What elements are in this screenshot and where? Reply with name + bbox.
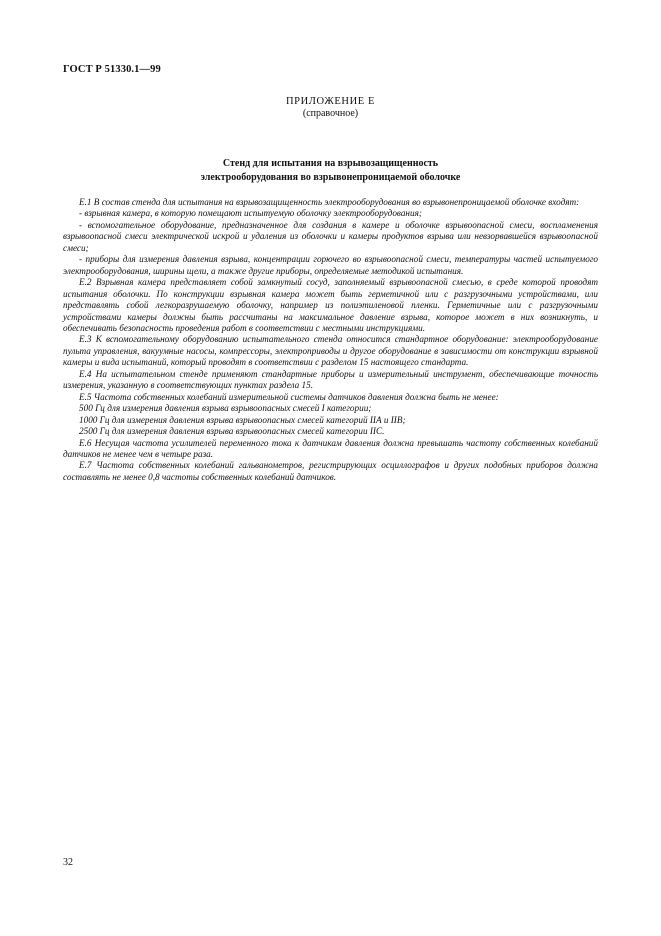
- paragraph-e1: Е.1 В состав стенда для испытания на взрывозащищенность электрооборудования во взрывонепроницаемой оболочке входят:: [79, 197, 580, 207]
- body-text: [63, 197, 598, 483]
- paragraph-e3: Е.3 К вспомогательному оборудованию испытательного стенда относится стандартное оборудование: электрооборудование пульта управления, вакуумные насосы, компрессоры, электроприводы и другое оборудование в зависимости от конструкции взрывной камеры и вида испытаний, который проводят в соответствии с разделом 15 настоящего стандарта.: [63, 334, 598, 368]
- frequency-item-2500: 2500 Гц для измерения давления взрыва взрывоопасных смесей категории IIС.: [79, 426, 385, 437]
- section-title-line-1: Стенд для испытания на взрывозащищенность: [222, 158, 439, 169]
- paragraph-e2: Е.2 Взрывная камера представляет собой замкнутый сосуд, заполняемый взрывоопасной смесью, в среде которой проводят испытания оболочки. По конструкции взрывная камера может быть герметичной или с разгрузочными устройствами, или представлять собой легкоразрушаемую оболочку, например из полиэтиленовой пленки. Герметичные или с разгрузочными устройствами камеры должны быть рассчитаны на максимальное давление взрыва, которое может в них возникнуть, и обеспечивать безопасность проведения работ в соответствии с местными инструкциями.: [63, 277, 598, 333]
- page-number: 32: [63, 857, 73, 868]
- paragraph-e4: Е.4 На испытательном стенде применяют стандартные приборы и измерительный инструмент, обеспечивающие точность измерения, указанную в соответствующих пунктах раздела 15.: [63, 368, 598, 391]
- list-item-explosion-chamber: - взрывная камера, в которую помещают испытуемую оболочку электрооборудования;: [79, 208, 422, 219]
- section-title-line-2: электрооборудования во взрывонепроницаемой оболочке: [200, 172, 461, 183]
- paragraph-e6: Е.6 Несущая частота усилителей переменного тока к датчикам давления должна превышать частоту собственных колебаний датчиков не менее чем в четыре раза.: [63, 437, 598, 459]
- annex-heading: [0, 96, 661, 120]
- frequency-item-500: 500 Гц для измерения давления взрыва взрывоопасных смесей I категории;: [79, 403, 372, 414]
- list-item-instruments: - приборы для измерения давления взрыва, концентрации горючего во взрывоопасной смеси, температуры частей испытуемого электрооборудования, ширины щели, а также другие приборы, определяемые методикой испытания.: [63, 254, 598, 276]
- frequency-item-1000: 1000 Гц для измерения давления взрыва взрывоопасных смесей категорий IIА и IIВ;: [79, 414, 406, 425]
- annex-type: (справочное): [302, 108, 359, 119]
- document-code: ГОСТ Р 51330.1—99: [63, 64, 161, 75]
- section-title: [0, 157, 661, 185]
- list-item-auxiliary-equipment: - вспомогательное оборудование, предназначенное для создания в камере и оболочке взрывоопасной смеси, воспламенения взрывоопасной смеси электрической искрой и удаления из оболочки и камеры продуктов взрыва или невзорвавшейся взрывоопасной смеси;: [63, 219, 598, 253]
- paragraph-e5: Е.5 Частота собственных колебаний измерительной системы датчиков давления должна быть не менее:: [79, 391, 499, 402]
- paragraph-e7: Е.7 Частота собственных колебаний гальванометров, регистрирующих осциллографов и других подобных приборов должна составлять не менее 0,8 частоты собственных колебаний датчиков.: [63, 460, 598, 482]
- annex-title: ПРИЛОЖЕНИЕ Е: [285, 96, 376, 107]
